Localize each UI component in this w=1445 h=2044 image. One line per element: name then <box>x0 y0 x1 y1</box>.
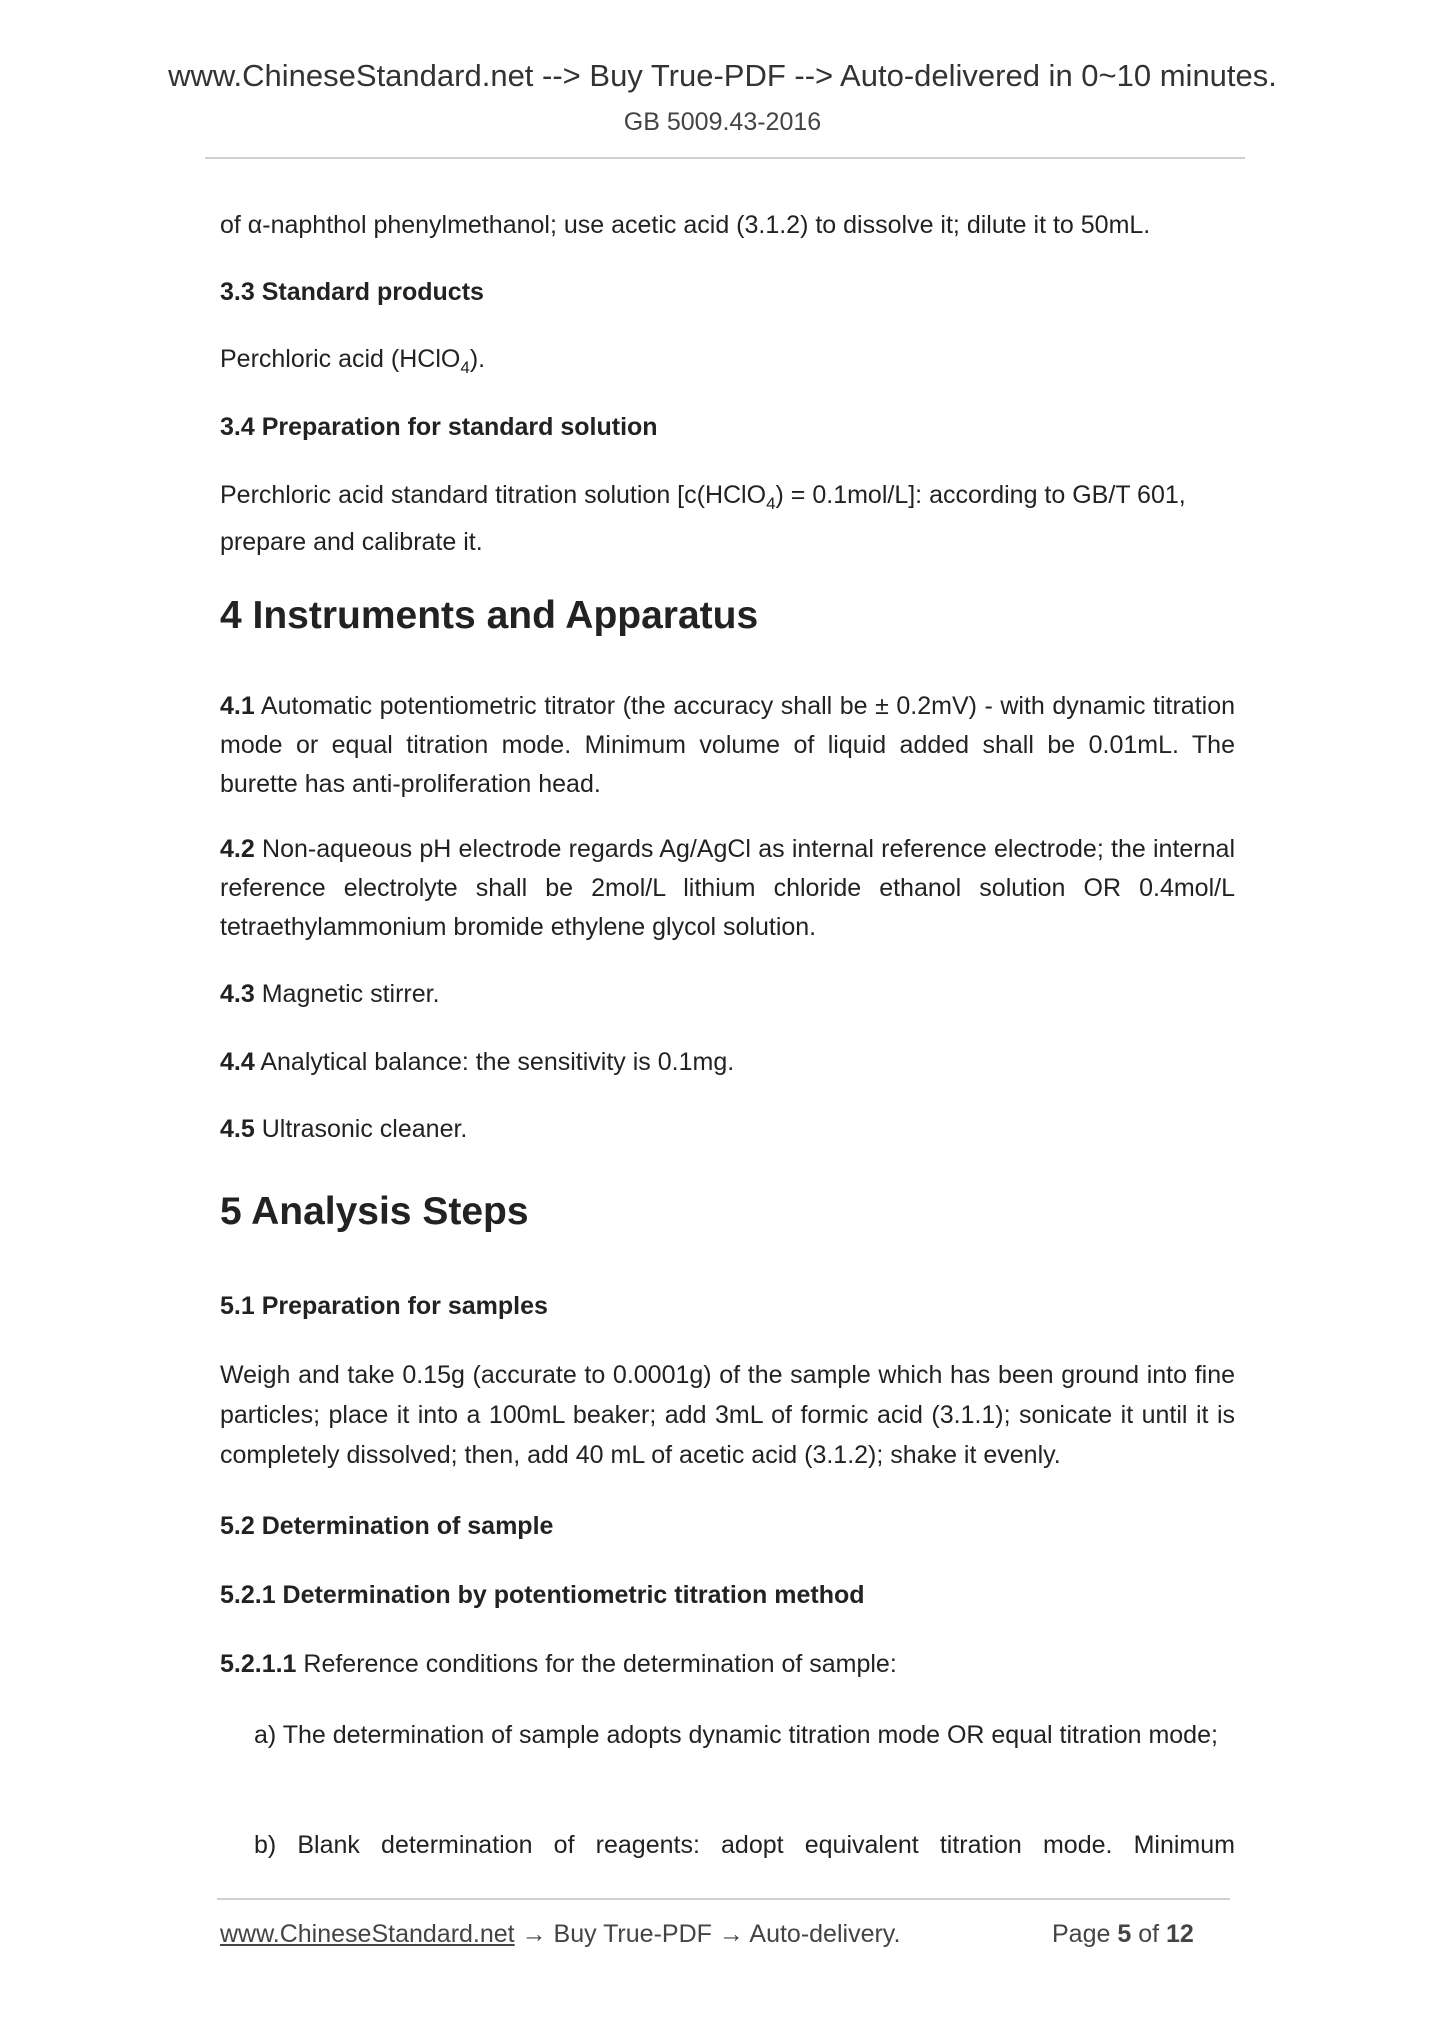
list-item-b: b) Blank determination of reagents: adopt equivalent titration mode. Minimum <box>254 1831 1235 1859</box>
page-number: 5 <box>1117 1920 1132 1948</box>
clause-text: Analytical balance: the sensitivity is 0.1mg. <box>254 1048 735 1076</box>
clause-4-4 <box>220 1043 1235 1082</box>
subscript: 4 <box>766 494 776 513</box>
footer-divider <box>217 1898 1230 1900</box>
clause-text: Automatic potentiometric titrator (the accuracy shall be ± 0.2mV) - with dynamic titration mode or equal titration mode. Minimum volume of liquid added shall be 0.01mL. The burette has anti-proliferation head. <box>220 692 1235 798</box>
clause-4-5 <box>220 1110 1235 1149</box>
paragraph-5-1: Weigh and take 0.15g (accurate to 0.0001g) of the sample which has been ground into fine particles; place it into a 100mL beaker; add 3mL of formic acid (3.1.1); sonicate it until it is completely dissolved; then, add 40 mL of acetic acid (3.1.2); shake it evenly. <box>220 1361 1235 1469</box>
heading-5: 5 Analysis Steps <box>220 1190 529 1233</box>
clause-number: 4.1 <box>220 692 255 720</box>
page-total: 12 <box>1166 1920 1194 1948</box>
paragraph-3-3 <box>220 340 1235 387</box>
footer-site-link[interactable]: www.ChineseStandard.net <box>220 1920 515 1948</box>
footer-tagline: → Buy True-PDF → Auto-delivery. <box>514 1920 901 1948</box>
header-divider <box>205 157 1245 159</box>
paragraph-continuation: of α-naphthol phenylmethanol; use acetic acid (3.1.2) to dissolve it; dilute it to 50mL. <box>220 211 1151 239</box>
clause-text: Reference conditions for the determination of sample: <box>296 1650 897 1678</box>
paragraph-3-4 <box>220 476 1235 562</box>
of-label: of <box>1131 1920 1166 1948</box>
clause-text: Non-aqueous pH electrode regards Ag/AgCl as internal reference electrode; the internal reference electrolyte shall be 2mol/L lithium chloride ethanol solution OR 0.4mol/L tetraethylammonium bromide ethylene glycol solution. <box>220 835 1235 941</box>
clause-4-1 <box>220 687 1235 804</box>
heading-4: 4 Instruments and Apparatus <box>220 594 759 637</box>
clause-text: Ultrasonic cleaner. <box>254 1115 468 1143</box>
text: Perchloric acid standard titration solution [c(HClO <box>220 481 767 509</box>
subscript: 4 <box>460 358 470 377</box>
clause-number: 4.3 <box>220 980 255 1008</box>
standard-code: GB 5009.43-2016 <box>623 108 822 136</box>
clause-number: 4.4 <box>220 1048 255 1076</box>
text: Perchloric acid (HClO <box>220 345 461 373</box>
heading-3-4: 3.4 Preparation for standard solution <box>220 413 658 441</box>
clause-5-2-1-1 <box>220 1645 1235 1684</box>
text: ) = 0.1mol/L]: according to GB/T 601, prepare and calibrate it. <box>220 481 1186 556</box>
page-label: Page <box>1052 1920 1118 1948</box>
text: ). <box>469 345 486 373</box>
header-banner: www.ChineseStandard.net --> Buy True-PDF --> Auto-delivered in 0~10 minutes. <box>168 58 1277 93</box>
clause-number: 4.5 <box>220 1115 255 1143</box>
heading-5-2-1: 5.2.1 Determination by potentiometric titration method <box>220 1581 865 1609</box>
heading-5-2: 5.2 Determination of sample <box>220 1512 554 1540</box>
list-item-a: a) The determination of sample adopts dynamic titration mode OR equal titration mode; <box>254 1721 1218 1749</box>
heading-5-1: 5.1 Preparation for samples <box>220 1292 548 1320</box>
clause-number: 5.2.1.1 <box>220 1650 297 1678</box>
footer-left <box>220 1920 900 1949</box>
clause-4-3 <box>220 975 1235 1014</box>
clause-4-2 <box>220 830 1235 947</box>
clause-number: 4.2 <box>220 835 255 863</box>
heading-3-3: 3.3 Standard products <box>220 278 484 306</box>
clause-text: Magnetic stirrer. <box>254 980 440 1008</box>
page-indicator <box>1052 1920 1194 1949</box>
